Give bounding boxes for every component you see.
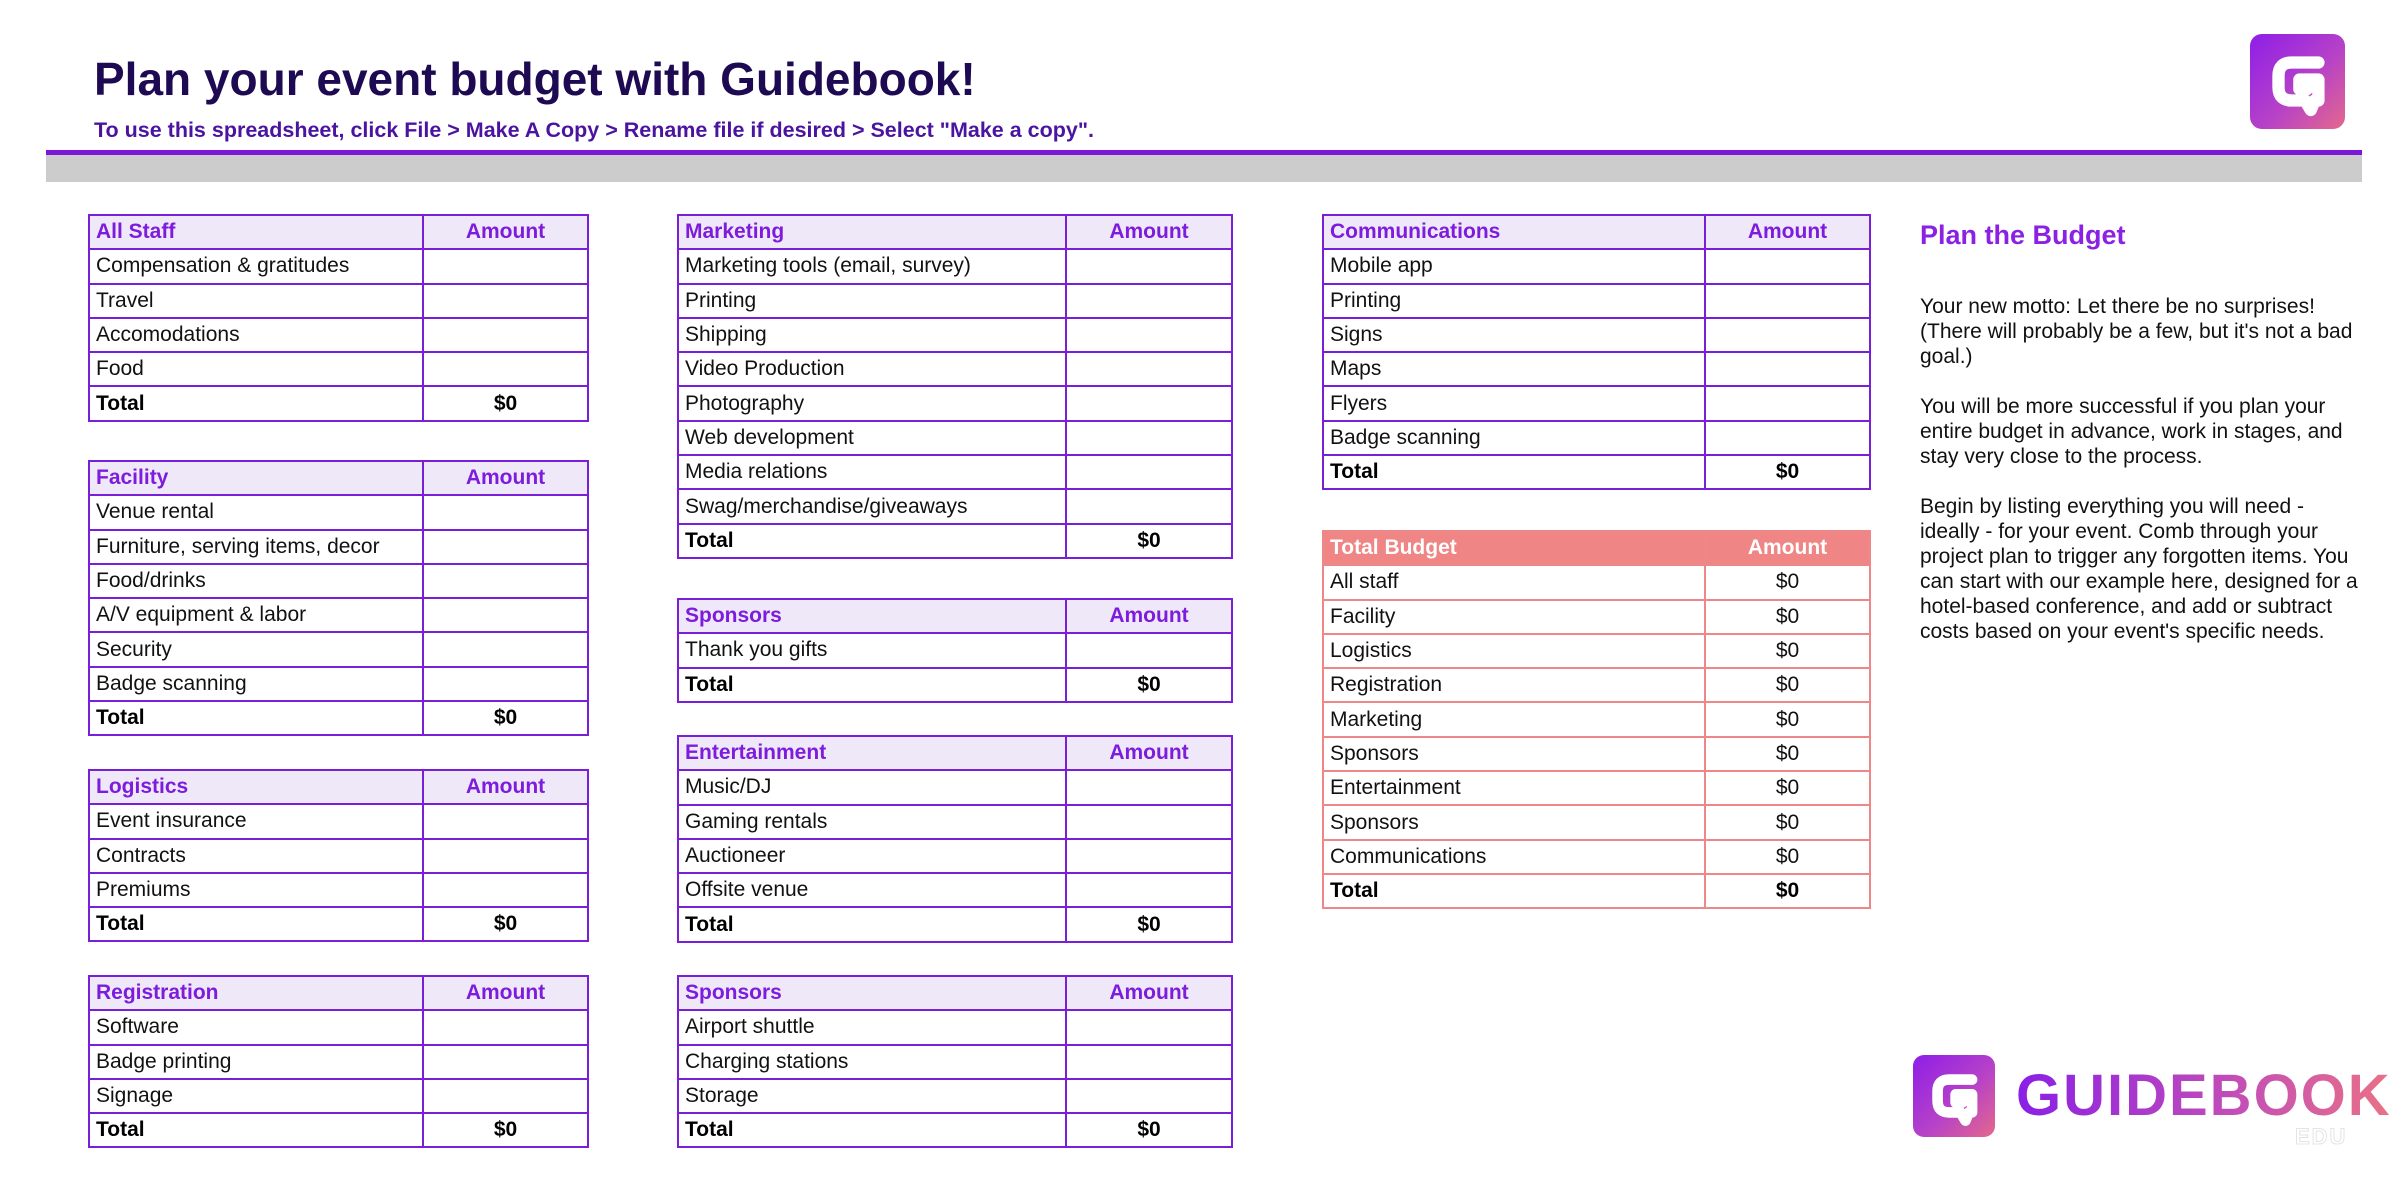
table-row (89, 667, 588, 701)
table-row-amount[interactable]: $0 (1705, 634, 1870, 668)
table-row-amount[interactable] (423, 804, 588, 838)
table-header-row (678, 599, 1232, 633)
table-total-row (678, 907, 1232, 941)
table-row-label[interactable]: Maps (1323, 352, 1705, 386)
table-row (678, 873, 1232, 907)
table-row (89, 352, 588, 386)
table-row-label[interactable]: Airport shuttle (678, 1010, 1066, 1044)
table-row-label[interactable]: Video Production (678, 352, 1066, 386)
table-row-label[interactable]: Marketing (1323, 702, 1705, 736)
table-row (89, 1010, 588, 1044)
table-row-amount[interactable] (423, 495, 588, 529)
marketing-table (677, 214, 1233, 559)
table-total-row-amount[interactable]: $0 (1705, 874, 1870, 908)
table-row-amount[interactable]: $0 (1705, 600, 1870, 634)
table-row-amount[interactable] (1705, 318, 1870, 352)
table-header-row (678, 976, 1232, 1010)
table-total-row-label[interactable]: Total (89, 1113, 423, 1147)
table-row-amount[interactable]: $0 (1705, 668, 1870, 702)
table-row (1323, 702, 1870, 736)
table-total-row-amount[interactable]: $0 (423, 1113, 588, 1147)
sponsors-gifts-table (677, 598, 1233, 703)
table-row-label[interactable]: Music/DJ (678, 770, 1066, 804)
table-row-label[interactable]: Charging stations (678, 1045, 1066, 1079)
table-row-label[interactable]: Auctioneer (678, 839, 1066, 873)
table-row-label[interactable]: Web development (678, 421, 1066, 455)
table-row-label[interactable]: Logistics (1323, 634, 1705, 668)
table-row (89, 598, 588, 632)
table-row-label[interactable]: Marketing tools (email, survey) (678, 249, 1066, 283)
table-row-amount[interactable] (423, 564, 588, 598)
table-row (1323, 318, 1870, 352)
table-row (1323, 805, 1870, 839)
table-row-amount[interactable] (1066, 386, 1232, 420)
table-row-label[interactable]: Swag/merchandise/giveaways (678, 489, 1066, 523)
table-row-amount[interactable] (1066, 839, 1232, 873)
table-row-label[interactable]: Sponsors (1323, 805, 1705, 839)
guidebook-g-logo-icon (2250, 34, 2345, 129)
table-row-amount[interactable]: $0 (1705, 702, 1870, 736)
table-total-row-label[interactable]: Total (1323, 874, 1705, 908)
table-row (1323, 352, 1870, 386)
table-row-amount[interactable] (1066, 1045, 1232, 1079)
table-row-label[interactable]: Flyers (1323, 386, 1705, 420)
table-total-row-amount[interactable]: $0 (1066, 668, 1232, 702)
table-row (678, 805, 1232, 839)
table-row-amount[interactable] (1066, 318, 1232, 352)
table-total-row (678, 524, 1232, 558)
table-row (1323, 386, 1870, 420)
table-total-row-amount[interactable]: $0 (1705, 455, 1870, 489)
table-row (678, 839, 1232, 873)
table-row-label[interactable]: A/V equipment & labor (89, 598, 423, 632)
table-row-amount[interactable]: $0 (1705, 737, 1870, 771)
table-header-row-amount[interactable]: Amount (1705, 531, 1870, 565)
table-header-row-amount[interactable]: Amount (1066, 215, 1232, 249)
table-header-row (678, 736, 1232, 770)
table-row (1323, 634, 1870, 668)
plan-paragraph: You will be more successful if you plan your entire budget in advance, work in stages, and stay very close to the process. (1920, 395, 2343, 468)
table-row (678, 421, 1232, 455)
table-row (89, 530, 588, 564)
table-row-label[interactable]: Accomodations (89, 318, 423, 352)
table-total-row (89, 386, 588, 420)
table-row-label[interactable]: Event insurance (89, 804, 423, 838)
table-total-row-amount[interactable]: $0 (423, 907, 588, 941)
table-header-row (678, 215, 1232, 249)
table-row (1323, 284, 1870, 318)
table-row-amount[interactable] (423, 667, 588, 701)
table-row (89, 284, 588, 318)
table-row-amount[interactable] (1066, 455, 1232, 489)
page-title: Plan your event budget with Guidebook! (94, 53, 976, 105)
table-row-amount[interactable] (423, 318, 588, 352)
table-row (89, 804, 588, 838)
table-header-row-amount[interactable]: Amount (1066, 976, 1232, 1010)
instructions-text: To use this spreadsheet, click File > Make A Copy > Rename file if desired > Select "Make a copy". (94, 118, 1095, 142)
table-row-amount[interactable] (423, 839, 588, 873)
table-row-label[interactable]: Registration (1323, 668, 1705, 702)
table-row-amount[interactable]: $0 (1705, 805, 1870, 839)
table-row (678, 1079, 1232, 1113)
table-header-row-amount[interactable]: Amount (423, 976, 588, 1010)
table-row (678, 249, 1232, 283)
table-row-amount[interactable] (1066, 805, 1232, 839)
edu-wordmark: EDU (2295, 1124, 2348, 1149)
table-row-label[interactable]: Offsite venue (678, 873, 1066, 907)
table-header-row-amount[interactable]: Amount (423, 461, 588, 495)
table-total-row (1323, 874, 1870, 908)
all-staff-table (88, 214, 589, 422)
registration-table (88, 975, 589, 1148)
table-row-label[interactable]: Badge scanning (89, 667, 423, 701)
table-row-label[interactable]: Thank you gifts (678, 633, 1066, 667)
table-row-amount[interactable] (1705, 386, 1870, 420)
table-row-label[interactable]: Contracts (89, 839, 423, 873)
table-total-row-label[interactable]: Total (678, 524, 1066, 558)
table-row-amount[interactable] (423, 632, 588, 666)
table-row-amount[interactable] (1066, 1079, 1232, 1113)
table-row-label[interactable]: Signage (89, 1079, 423, 1113)
table-row-label[interactable]: Food (89, 352, 423, 386)
table-header-row (1323, 215, 1870, 249)
table-row-amount[interactable] (423, 530, 588, 564)
table-total-row-label[interactable]: Total (1323, 455, 1705, 489)
table-row-amount[interactable] (1705, 352, 1870, 386)
communications-table (1322, 214, 1871, 490)
table-row (678, 1010, 1232, 1044)
table-row-amount[interactable] (423, 1045, 588, 1079)
table-row-label[interactable]: Badge scanning (1323, 421, 1705, 455)
table-row (1323, 840, 1870, 874)
table-row-label[interactable]: All staff (1323, 565, 1705, 599)
table-row-amount[interactable] (1066, 770, 1232, 804)
table-total-row-amount[interactable]: $0 (1066, 1113, 1232, 1147)
table-header-row-label[interactable]: Entertainment (678, 736, 1066, 770)
table-row (89, 564, 588, 598)
table-row-label[interactable]: Premiums (89, 873, 423, 907)
total-budget-table (1322, 530, 1871, 909)
table-row-amount[interactable] (1066, 421, 1232, 455)
table-total-row (1323, 455, 1870, 489)
table-row (678, 770, 1232, 804)
table-header-row-label[interactable]: Sponsors (678, 976, 1066, 1010)
table-header-row-label[interactable]: Marketing (678, 215, 1066, 249)
table-header-row-amount[interactable]: Amount (423, 770, 588, 804)
table-row-label[interactable]: Media relations (678, 455, 1066, 489)
table-row-label[interactable]: Facility (1323, 600, 1705, 634)
table-header-row-amount[interactable]: Amount (1066, 736, 1232, 770)
table-row-label[interactable]: Printing (1323, 284, 1705, 318)
facility-table (88, 460, 589, 736)
table-total-row-label[interactable]: Total (678, 668, 1066, 702)
table-total-row (678, 1113, 1232, 1147)
table-row-amount[interactable] (423, 284, 588, 318)
table-header-row-label[interactable]: Logistics (89, 770, 423, 804)
plan-paragraph: Your new motto: Let there be no surprises! (There will probably be a few, but it's not a bad goal.) (1920, 295, 2353, 368)
plan-paragraph: Begin by listing everything you will need - ideally - for your event. Comb through your project plan to trigger any forgotten items. You can start with our example here, designed for a hotel-based conference, and add or subtract costs based on your event's specific needs. (1920, 495, 2358, 643)
table-row-label[interactable]: Storage (678, 1079, 1066, 1113)
table-total-row-amount[interactable]: $0 (423, 701, 588, 735)
plan-budget-heading: Plan the Budget (1920, 220, 2126, 250)
table-row-amount[interactable] (423, 249, 588, 283)
table-row-amount[interactable] (1066, 873, 1232, 907)
table-header-row (89, 976, 588, 1010)
table-row-label[interactable]: Badge printing (89, 1045, 423, 1079)
table-row (89, 495, 588, 529)
sponsors-services-table (677, 975, 1233, 1148)
table-row-label[interactable]: Shipping (678, 318, 1066, 352)
table-row-amount[interactable] (423, 873, 588, 907)
table-row (89, 1079, 588, 1113)
table-row-amount[interactable] (423, 352, 588, 386)
table-row (678, 352, 1232, 386)
table-row-amount[interactable] (1066, 489, 1232, 523)
table-total-row-amount[interactable]: $0 (1066, 907, 1232, 941)
table-row-label[interactable]: Printing (678, 284, 1066, 318)
table-row-amount[interactable]: $0 (1705, 840, 1870, 874)
table-row-amount[interactable] (1705, 249, 1870, 283)
table-row (89, 632, 588, 666)
table-row-label[interactable]: Security (89, 632, 423, 666)
table-row-label[interactable]: Mobile app (1323, 249, 1705, 283)
table-row-amount[interactable] (1066, 1010, 1232, 1044)
table-row (89, 839, 588, 873)
table-row (1323, 600, 1870, 634)
table-row (89, 1045, 588, 1079)
entertainment-table (677, 735, 1233, 943)
table-total-row-label[interactable]: Total (89, 701, 423, 735)
table-row-amount[interactable] (1066, 284, 1232, 318)
table-row-amount[interactable] (1066, 249, 1232, 283)
table-row-label[interactable]: Software (89, 1010, 423, 1044)
logistics-table (88, 769, 589, 942)
table-header-row-label[interactable]: Total Budget (1323, 531, 1705, 565)
table-header-row-amount[interactable]: Amount (1705, 215, 1870, 249)
table-total-row (678, 668, 1232, 702)
table-total-row-label[interactable]: Total (678, 907, 1066, 941)
table-row (89, 249, 588, 283)
table-total-row (89, 1113, 588, 1147)
guidebook-g-logo-icon (1913, 1055, 1995, 1137)
table-row-label[interactable]: Compensation & gratitudes (89, 249, 423, 283)
table-row-label[interactable]: Signs (1323, 318, 1705, 352)
table-row-label[interactable]: Travel (89, 284, 423, 318)
table-row-amount[interactable]: $0 (1705, 565, 1870, 599)
table-row-amount[interactable] (423, 1010, 588, 1044)
table-row (89, 318, 588, 352)
table-row (89, 873, 588, 907)
table-header-row-label[interactable]: Registration (89, 976, 423, 1010)
table-row (678, 1045, 1232, 1079)
table-row-label[interactable]: Entertainment (1323, 771, 1705, 805)
table-row (678, 284, 1232, 318)
table-row-label[interactable]: Photography (678, 386, 1066, 420)
table-header-row (89, 770, 588, 804)
table-row (678, 386, 1232, 420)
table-row-label[interactable]: Furniture, serving items, decor (89, 530, 423, 564)
table-total-row-amount[interactable]: $0 (423, 386, 588, 420)
table-row (1323, 421, 1870, 455)
table-row-label[interactable]: Gaming rentals (678, 805, 1066, 839)
header-grey-bar (46, 155, 2362, 182)
table-header-row (89, 461, 588, 495)
table-row-amount[interactable] (1705, 284, 1870, 318)
table-total-row-label[interactable]: Total (89, 386, 423, 420)
table-header-row (89, 215, 588, 249)
table-row-label[interactable]: Food/drinks (89, 564, 423, 598)
table-header-row-label[interactable]: Communications (1323, 215, 1705, 249)
table-header-row-label[interactable]: Facility (89, 461, 423, 495)
table-row-label[interactable]: Sponsors (1323, 737, 1705, 771)
table-header-row-amount[interactable]: Amount (1066, 599, 1232, 633)
table-row (678, 489, 1232, 523)
table-row (1323, 771, 1870, 805)
table-row-amount[interactable] (423, 598, 588, 632)
table-total-row-label[interactable]: Total (89, 907, 423, 941)
table-total-row (89, 907, 588, 941)
table-row (678, 455, 1232, 489)
table-row (1323, 249, 1870, 283)
table-row (1323, 737, 1870, 771)
table-row (678, 633, 1232, 667)
table-header-row-amount[interactable]: Amount (423, 215, 588, 249)
table-row-label[interactable]: Communications (1323, 840, 1705, 874)
table-total-row-label[interactable]: Total (678, 1113, 1066, 1147)
table-header-row-label[interactable]: Sponsors (678, 599, 1066, 633)
guidebook-wordmark: GUIDEBOOK (2016, 1063, 2392, 1128)
table-row-amount[interactable] (423, 1079, 588, 1113)
table-row (1323, 668, 1870, 702)
table-row-label[interactable]: Venue rental (89, 495, 423, 529)
table-row (678, 318, 1232, 352)
table-row-amount[interactable] (1066, 633, 1232, 667)
table-header-row-label[interactable]: All Staff (89, 215, 423, 249)
table-total-row (89, 701, 588, 735)
table-row-amount[interactable] (1066, 352, 1232, 386)
table-header-row (1323, 531, 1870, 565)
table-row-amount[interactable]: $0 (1705, 771, 1870, 805)
table-total-row-amount[interactable]: $0 (1066, 524, 1232, 558)
table-row (1323, 565, 1870, 599)
table-row-amount[interactable] (1705, 421, 1870, 455)
